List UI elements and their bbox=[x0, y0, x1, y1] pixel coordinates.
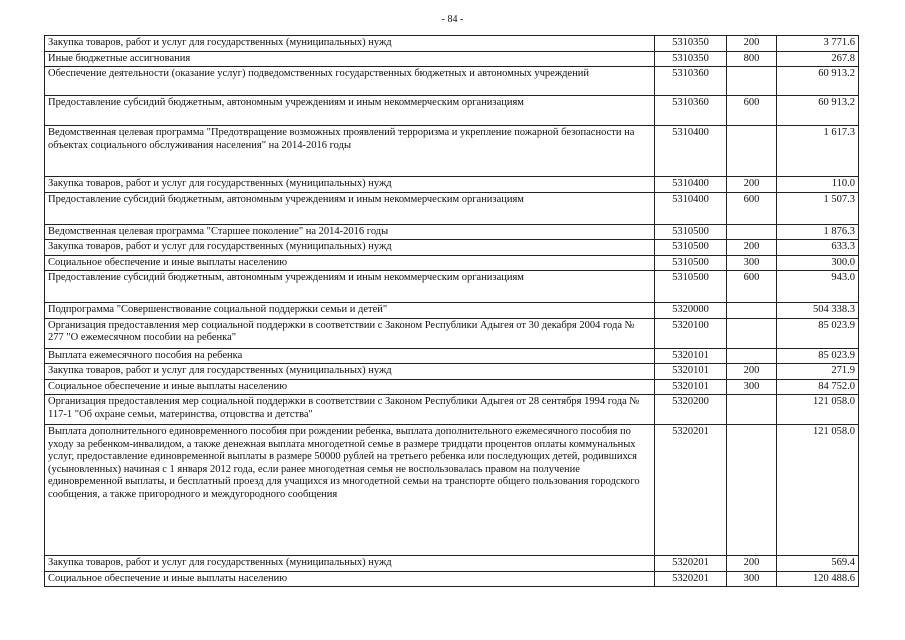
row-name: Предоставление субсидий бюджетным, автономным учреждениям и иным некоммерческим организациям bbox=[45, 96, 655, 126]
table-row bbox=[45, 425, 859, 556]
row-code: 5320000 bbox=[655, 303, 727, 319]
row-code: 5310400 bbox=[655, 177, 727, 193]
row-expense-type bbox=[727, 425, 777, 556]
row-expense-type: 600 bbox=[727, 96, 777, 126]
row-expense-type bbox=[727, 126, 777, 177]
row-amount: 569.4 bbox=[777, 556, 859, 572]
row-name: Организация предоставления мер социальной поддержки в соответствии с Законом Республики Адыгея от 28 сентября 1994 года № 117-1 "Об охране семьи, материнства, отцовства и детства" bbox=[45, 395, 655, 425]
row-name: Социальное обеспечение и иные выплаты населению bbox=[45, 255, 655, 271]
row-amount: 1 876.3 bbox=[777, 224, 859, 240]
row-name: Закупка товаров, работ и услуг для государственных (муниципальных) нужд bbox=[45, 36, 655, 52]
row-name: Закупка товаров, работ и услуг для государственных (муниципальных) нужд bbox=[45, 556, 655, 572]
table-row bbox=[45, 126, 859, 177]
table-row bbox=[45, 556, 859, 572]
row-amount: 60 913.2 bbox=[777, 96, 859, 126]
row-amount: 85 023.9 bbox=[777, 318, 859, 348]
table-row bbox=[45, 240, 859, 256]
row-code: 5320201 bbox=[655, 425, 727, 556]
row-code: 5310500 bbox=[655, 240, 727, 256]
row-amount: 110.0 bbox=[777, 177, 859, 193]
row-expense-type: 200 bbox=[727, 364, 777, 380]
row-expense-type: 200 bbox=[727, 177, 777, 193]
row-name: Социальное обеспечение и иные выплаты населению bbox=[45, 571, 655, 587]
row-name: Ведомственная целевая программа "Старшее поколение" на 2014-2016 годы bbox=[45, 224, 655, 240]
row-code: 5320200 bbox=[655, 395, 727, 425]
row-name: Закупка товаров, работ и услуг для государственных (муниципальных) нужд bbox=[45, 240, 655, 256]
row-expense-type: 200 bbox=[727, 240, 777, 256]
row-amount: 267.8 bbox=[777, 51, 859, 67]
row-expense-type bbox=[727, 67, 777, 96]
row-amount: 120 488.6 bbox=[777, 571, 859, 587]
table-row bbox=[45, 36, 859, 52]
row-expense-type: 300 bbox=[727, 379, 777, 395]
row-expense-type: 200 bbox=[727, 556, 777, 572]
row-name: Социальное обеспечение и иные выплаты населению bbox=[45, 379, 655, 395]
row-amount: 633.3 bbox=[777, 240, 859, 256]
row-name: Предоставление субсидий бюджетным, автономным учреждениям и иным некоммерческим организациям bbox=[45, 192, 655, 224]
row-name: Закупка товаров, работ и услуг для государственных (муниципальных) нужд bbox=[45, 364, 655, 380]
row-expense-type bbox=[727, 303, 777, 319]
row-name: Выплата ежемесячного пособия на ребенка bbox=[45, 348, 655, 364]
row-code: 5320101 bbox=[655, 348, 727, 364]
table-row bbox=[45, 303, 859, 319]
row-amount: 1 617.3 bbox=[777, 126, 859, 177]
row-amount: 3 771.6 bbox=[777, 36, 859, 52]
table-row bbox=[45, 571, 859, 587]
table-row bbox=[45, 51, 859, 67]
row-amount: 300.0 bbox=[777, 255, 859, 271]
row-code: 5310500 bbox=[655, 255, 727, 271]
table-row bbox=[45, 192, 859, 224]
row-name: Выплата дополнительного единовременного пособия при рождении ребенка, выплата дополнительного ежемесячного пособия по уходу за ребенком-инвалидом, а также денежная выплата многодетной семье в размере тридцати процентов оплаты коммунальных услуг, предоставление единовременной выплаты в размере 50000 рублей на третьего ребенка или последующих детей, родившихся (усыновленных) начиная с 1 января 2012 года, если ранее многодетная семья не воспользовалась правом на получение единовременной выплаты, и бесплатный проезд для учащихся из многодетной семьи на транспорте общего пользования городского сообщения, а также пригородного и междугородного сообщения bbox=[45, 425, 655, 556]
row-amount: 1 507.3 bbox=[777, 192, 859, 224]
budget-table bbox=[44, 35, 859, 587]
row-expense-type bbox=[727, 348, 777, 364]
row-expense-type: 600 bbox=[727, 271, 777, 303]
row-expense-type: 300 bbox=[727, 255, 777, 271]
table-row bbox=[45, 395, 859, 425]
row-amount: 84 752.0 bbox=[777, 379, 859, 395]
row-code: 5310500 bbox=[655, 224, 727, 240]
row-name: Иные бюджетные ассигнования bbox=[45, 51, 655, 67]
row-amount: 121 058.0 bbox=[777, 425, 859, 556]
row-amount: 121 058.0 bbox=[777, 395, 859, 425]
row-name: Предоставление субсидий бюджетным, автономным учреждениям и иным некоммерческим организациям bbox=[45, 271, 655, 303]
row-code: 5320101 bbox=[655, 364, 727, 380]
row-code: 5310360 bbox=[655, 96, 727, 126]
row-code: 5310350 bbox=[655, 51, 727, 67]
row-name: Обеспечение деятельности (оказание услуг) подведомственных государственных бюджетных и автономных учреждений bbox=[45, 67, 655, 96]
row-name: Организация предоставления мер социальной поддержки в соответствии с Законом Республики Адыгея от 30 декабря 2004 года № 277 "О ежемесячном пособии на ребенка" bbox=[45, 318, 655, 348]
row-code: 5310400 bbox=[655, 126, 727, 177]
row-expense-type: 600 bbox=[727, 192, 777, 224]
row-amount: 60 913.2 bbox=[777, 67, 859, 96]
table-row bbox=[45, 364, 859, 380]
row-code: 5320100 bbox=[655, 318, 727, 348]
table-row bbox=[45, 96, 859, 126]
table-row bbox=[45, 224, 859, 240]
page-number: - 84 - bbox=[441, 14, 464, 25]
row-expense-type bbox=[727, 224, 777, 240]
row-expense-type bbox=[727, 395, 777, 425]
row-name: Подпрограмма "Совершенствование социальной поддержки семьи и детей" bbox=[45, 303, 655, 319]
row-name: Закупка товаров, работ и услуг для государственных (муниципальных) нужд bbox=[45, 177, 655, 193]
row-expense-type: 300 bbox=[727, 571, 777, 587]
row-amount: 85 023.9 bbox=[777, 348, 859, 364]
table-row bbox=[45, 318, 859, 348]
row-name: Ведомственная целевая программа "Предотвращение возможных проявлений терроризма и укрепление пожарной безопасности на объектах социального обслуживания населения" на 2014-2016 годы bbox=[45, 126, 655, 177]
table-row bbox=[45, 255, 859, 271]
row-amount: 943.0 bbox=[777, 271, 859, 303]
table-row bbox=[45, 379, 859, 395]
row-code: 5320101 bbox=[655, 379, 727, 395]
table-row bbox=[45, 271, 859, 303]
row-code: 5310360 bbox=[655, 67, 727, 96]
row-code: 5310500 bbox=[655, 271, 727, 303]
row-expense-type bbox=[727, 318, 777, 348]
table-row bbox=[45, 67, 859, 96]
row-code: 5320201 bbox=[655, 571, 727, 587]
row-expense-type: 800 bbox=[727, 51, 777, 67]
row-code: 5310350 bbox=[655, 36, 727, 52]
row-amount: 271.9 bbox=[777, 364, 859, 380]
table-row bbox=[45, 348, 859, 364]
row-code: 5320201 bbox=[655, 556, 727, 572]
row-amount: 504 338.3 bbox=[777, 303, 859, 319]
row-code: 5310400 bbox=[655, 192, 727, 224]
table-row bbox=[45, 177, 859, 193]
row-expense-type: 200 bbox=[727, 36, 777, 52]
